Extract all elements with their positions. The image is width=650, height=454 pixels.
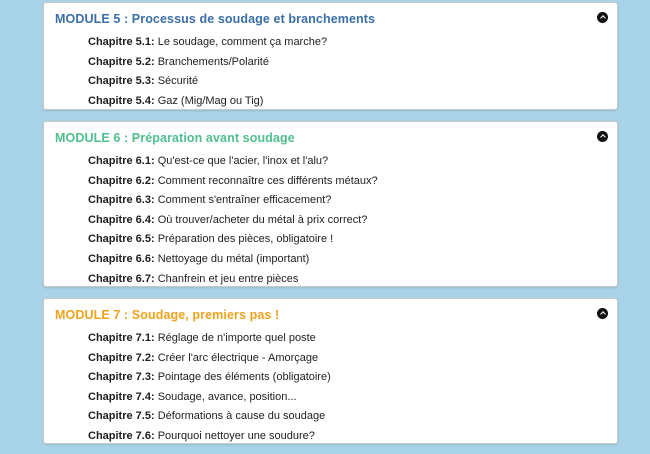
chapter-number: Chapitre 6.6: (88, 252, 155, 265)
chapter-6-5[interactable] (44, 230, 617, 250)
chapter-5-1[interactable] (44, 33, 617, 53)
chapter-title: Déformations à cause du soudage (157, 410, 326, 423)
chapter-7-3[interactable] (44, 368, 617, 388)
chapter-6-2[interactable] (44, 172, 617, 192)
chapter-title: Pourquoi nettoyer une soudure? (157, 429, 315, 442)
chapter-title: Gaz (Mig/Mag ou Tig) (157, 94, 264, 107)
module-7-title[interactable]: MODULE 7 : Soudage, premiers pas ! (55, 308, 280, 322)
chapter-5-2[interactable] (44, 53, 617, 73)
module-6-panel (43, 121, 618, 287)
chapter-number: Chapitre 6.3: (88, 194, 155, 207)
chapter-7-2[interactable] (44, 349, 617, 369)
chapter-number: Chapitre 7.2: (88, 351, 155, 364)
chapter-5-4[interactable] (44, 92, 617, 112)
module-7-chapter-list (44, 329, 617, 447)
chapter-title: Soudage, avance, position... (157, 390, 297, 403)
chapter-title: Qu'est-ce que l'acier, l'inox et l'alu? (157, 155, 329, 167)
module-7-panel (43, 298, 618, 444)
chapter-title: Chanfrein et jeu entre pièces (157, 272, 299, 285)
chapter-6-1[interactable] (44, 152, 617, 172)
chevron-up-circle-icon[interactable] (597, 308, 608, 319)
chapter-number: Chapitre 6.7: (88, 272, 155, 285)
chapter-6-3[interactable] (44, 191, 617, 211)
module-5-panel (43, 2, 618, 110)
module-5-chapter-list (44, 33, 617, 111)
chapter-number: Chapitre 7.4: (88, 390, 155, 403)
chapter-7-5[interactable] (44, 407, 617, 427)
chapter-title: Nettoyage du métal (important) (157, 252, 310, 265)
chapter-number: Chapitre 6.4: (88, 213, 155, 226)
chapter-number: Chapitre 7.5: (88, 410, 155, 423)
chapter-number: Chapitre 6.5: (88, 233, 155, 246)
module-5-header[interactable] (44, 3, 617, 33)
module-5-title[interactable]: MODULE 5 : Processus de soudage et branchements (55, 12, 376, 26)
module-6-chapter-list (44, 152, 617, 289)
chapter-5-3[interactable] (44, 72, 617, 92)
chapter-number: Chapitre 5.3: (88, 75, 155, 88)
chapter-6-6[interactable] (44, 250, 617, 270)
chapter-title: Le soudage, comment ça marche? (157, 36, 328, 48)
chevron-up-circle-icon[interactable] (597, 12, 608, 23)
chapter-7-4[interactable] (44, 388, 617, 408)
chapter-number: Chapitre 6.1: (88, 155, 155, 167)
module-7-header[interactable] (44, 299, 617, 329)
chapter-title: Sécurité (157, 75, 199, 88)
chapter-number: Chapitre 7.1: (88, 332, 155, 344)
module-6-title[interactable]: MODULE 6 : Préparation avant soudage (55, 131, 295, 145)
chapter-7-1[interactable] (44, 329, 617, 349)
chapter-number: Chapitre 7.3: (88, 371, 155, 384)
chapter-6-4[interactable] (44, 211, 617, 231)
chapter-6-7[interactable] (44, 270, 617, 290)
chapter-7-6[interactable] (44, 427, 617, 447)
chapter-number: Chapitre 5.1: (88, 36, 155, 48)
chapter-number: Chapitre 6.2: (88, 174, 155, 187)
chapter-title: Créer l'arc électrique - Amorçage (157, 351, 319, 364)
chapter-title: Comment s'entraîner efficacement? (157, 194, 332, 207)
chapter-number: Chapitre 5.2: (88, 55, 155, 68)
chevron-up-circle-icon[interactable] (597, 131, 608, 142)
chapter-number: Chapitre 7.6: (88, 429, 155, 442)
chapter-title: Branchements/Polarité (157, 55, 269, 68)
chapter-number: Chapitre 5.4: (88, 94, 155, 107)
chapter-title: Comment reconnaître ces différents métaux? (157, 174, 378, 187)
chapter-title: Où trouver/acheter du métal à prix correct? (157, 213, 368, 226)
module-6-header[interactable] (44, 122, 617, 152)
chapter-title: Pointage des éléments (obligatoire) (157, 371, 331, 384)
chapter-title: Préparation des pièces, obligatoire ! (157, 233, 334, 246)
chapter-title: Réglage de n'importe quel poste (157, 332, 316, 344)
